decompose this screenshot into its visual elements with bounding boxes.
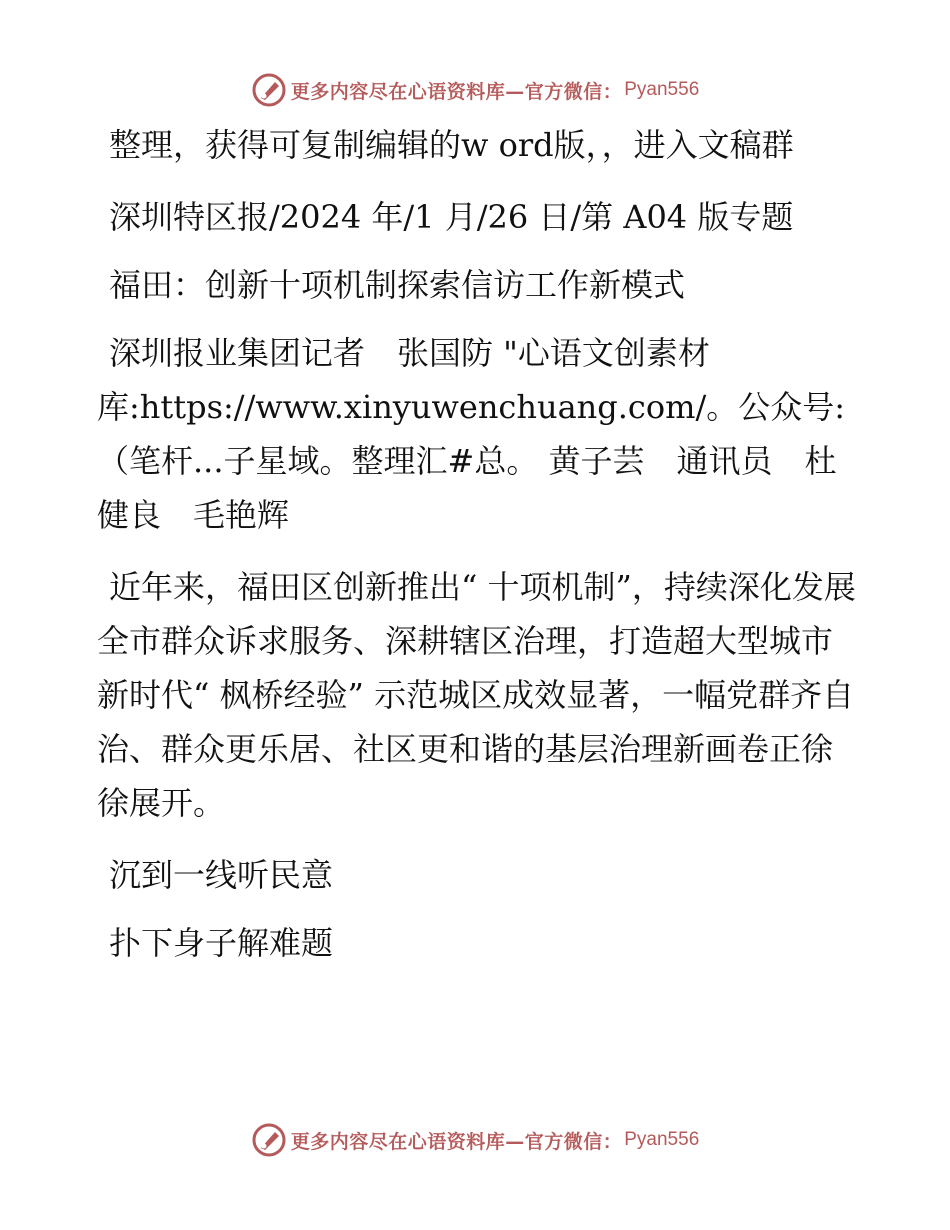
- watermark-header: [0, 70, 950, 110]
- article-title: 福田：创新十项机制探索信访工作新模式: [109, 266, 686, 304]
- intro-note: 整理，获得可复制编辑的w ord版，，进入文稿群: [109, 126, 794, 164]
- section-heading-1: 沉到一线听民意: [109, 856, 334, 894]
- source-line: 深圳特区报/2024 年/1 月/26 日/第 A04 版专题: [109, 198, 794, 236]
- pen-logo-icon: [251, 72, 287, 108]
- watermark-wechat-id: Pyan556: [624, 1129, 700, 1150]
- pen-logo-icon: [251, 1122, 287, 1158]
- watermark-text: 更多内容尽在心语资料库—官方微信：: [290, 80, 623, 103]
- watermark-text: 更多内容尽在心语资料库—官方微信：: [290, 1130, 623, 1153]
- watermark-footer: [0, 1120, 950, 1160]
- watermark-wechat-id: Pyan556: [624, 79, 700, 100]
- body-paragraph: 近年来，福田区创新推出“ 十项机制”，持续深化发展全市群众诉求服务、深耕辖区治理，打造超大型城市新时代“ 枫桥经验” 示范城区成效显著，一幅党群齐自治、群众更乐居、社区更和谐的基层治理新画卷正徐徐展开。: [97, 568, 856, 822]
- byline: 深圳报业集团记者 张国防 "心语文创素材库:https://www.xinyuwenchuang.com/。公众号:（笔杆...子星域。整理汇#总。 黄子芸 通讯员 杜健良 毛艳辉: [97, 334, 846, 534]
- section-heading-2: 扑下身子解难题: [109, 924, 334, 962]
- document-body: [97, 118, 857, 984]
